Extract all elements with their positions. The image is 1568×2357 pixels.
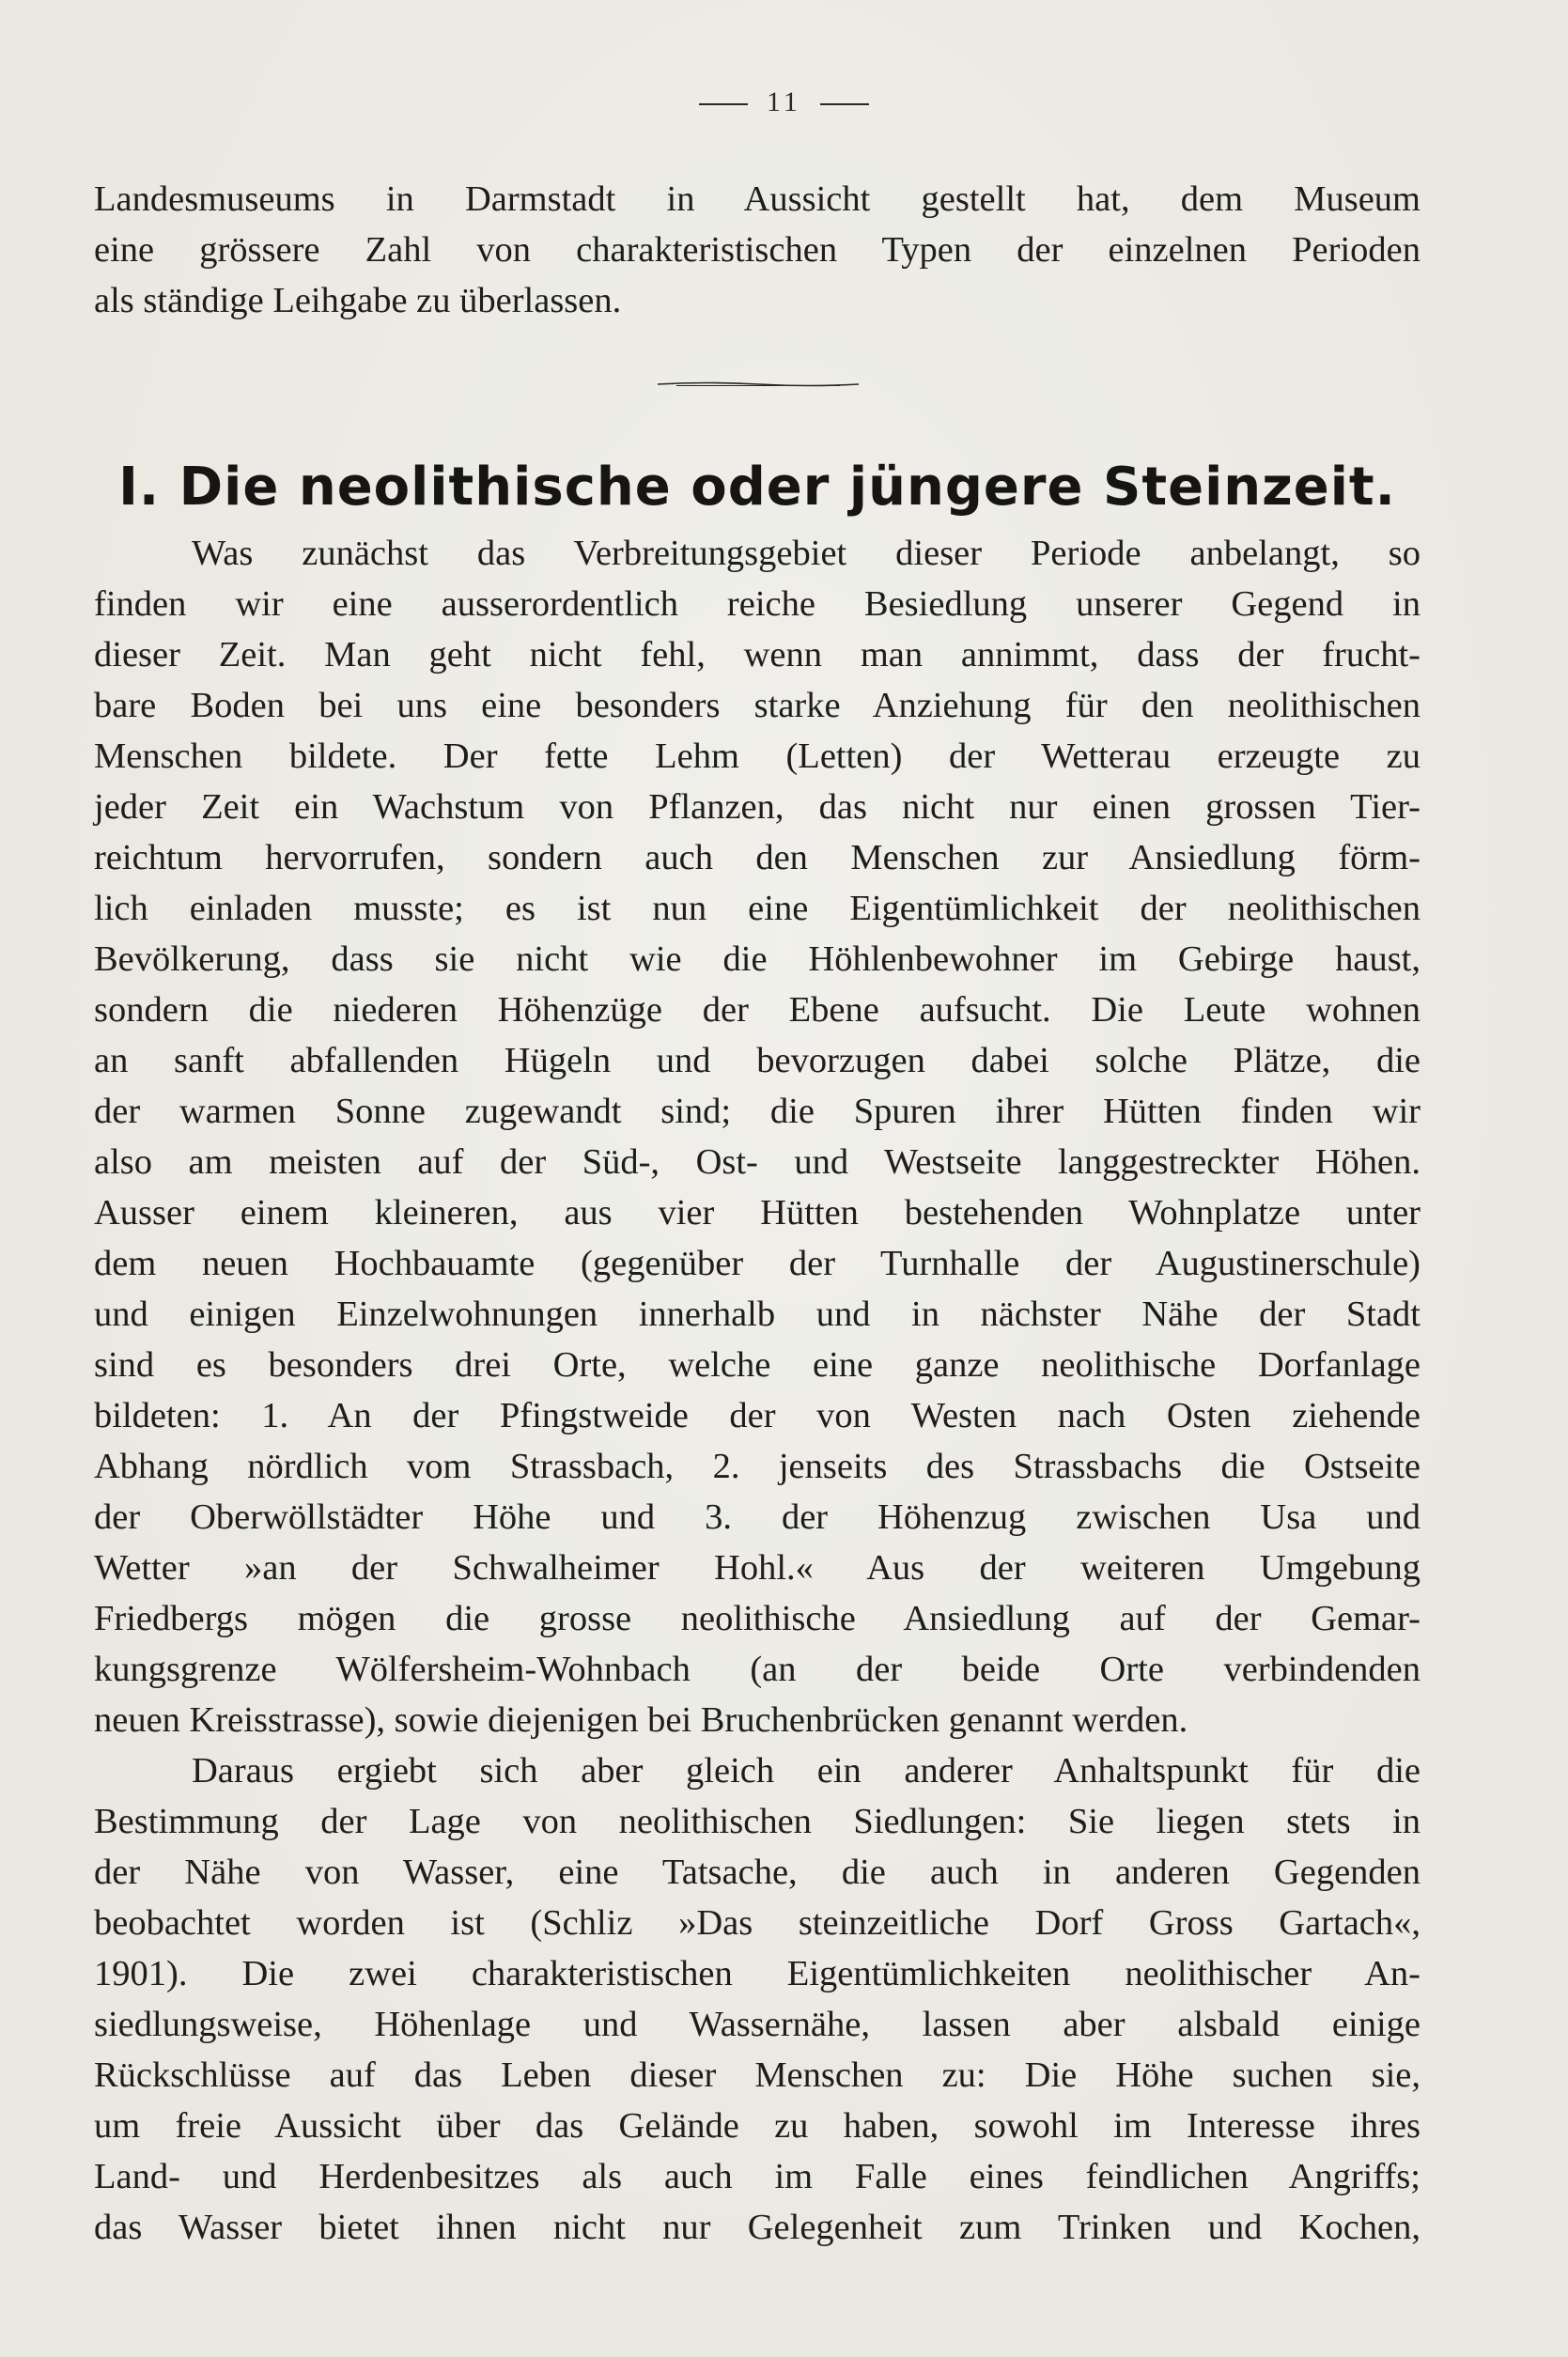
body-line: dieser Zeit. Man geht nicht fehl, wenn man annimmt, dass der frucht- xyxy=(94,635,1421,675)
page-number: 11 xyxy=(767,86,801,117)
body-line: Abhang nördlich vom Strassbach, 2. jenseits des Strassbachs die Ostseite xyxy=(94,1447,1421,1486)
body-line: bare Boden bei uns eine besonders starke Anziehung für den neolithischen xyxy=(94,686,1421,725)
body-line: Land- und Herdenbesitzes als auch im Falle eines feindlichen Angriffs; xyxy=(94,2157,1421,2196)
body-text xyxy=(94,528,1421,2253)
body-line: und einigen Einzelwohnungen innerhalb und in nächster Nähe der Stadt xyxy=(94,1295,1421,1334)
body-line: um freie Aussicht über das Gelände zu haben, sowohl im Interesse ihres xyxy=(94,2106,1421,2146)
body-line: der Oberwöllstädter Höhe und 3. der Höhenzug zwischen Usa und xyxy=(94,1497,1421,1537)
intro-paragraph xyxy=(94,174,1421,326)
body-line: bildeten: 1. An der Pfingstweide der von Westen nach Osten ziehende xyxy=(94,1396,1421,1435)
body-line: siedlungsweise, Höhenlage und Wassernähe, lassen aber alsbald einige xyxy=(94,2005,1421,2044)
body-line: das Wasser bietet ihnen nicht nur Gelegenheit zum Trinken und Kochen, xyxy=(94,2208,1421,2247)
body-line: sind es besonders drei Orte, welche eine ganze neolithische Dorfanlage xyxy=(94,1345,1421,1385)
body-line: der warmen Sonne zugewandt sind; die Spuren ihrer Hütten finden wir xyxy=(94,1092,1421,1131)
ornamental-rule xyxy=(658,381,859,387)
body-line: an sanft abfallenden Hügeln und bevorzugen dabei solche Plätze, die xyxy=(94,1041,1421,1080)
body-line: jeder Zeit ein Wachstum von Pflanzen, das nicht nur einen grossen Tier- xyxy=(94,787,1421,827)
body-line: Bevölkerung, dass sie nicht wie die Höhlenbewohner im Gebirge haust, xyxy=(94,939,1421,979)
header-dash-left xyxy=(699,103,748,105)
body-line: der Nähe von Wasser, eine Tatsache, die auch in anderen Gegenden xyxy=(94,1853,1421,1892)
body-line: finden wir eine ausserordentlich reiche Besiedlung unserer Gegend in xyxy=(94,584,1421,624)
body-line: Ausser einem kleineren, aus vier Hütten bestehenden Wohnplatze unter xyxy=(94,1193,1421,1233)
body-line: Was zunächst das Verbreitungsgebiet dieser Periode anbelangt, so xyxy=(192,534,1421,573)
intro-line: eine grössere Zahl von charakteristischen Typen der einzelnen Perioden xyxy=(94,230,1421,270)
body-line: 1901). Die zwei charakteristischen Eigentümlichkeiten neolithischer An- xyxy=(94,1954,1421,1993)
body-line: sondern die niederen Höhenzüge der Ebene aufsucht. Die Leute wohnen xyxy=(94,990,1421,1030)
body-line: also am meisten auf der Süd-, Ost- und Westseite langgestreckter Höhen. xyxy=(94,1142,1421,1182)
header-dash-right xyxy=(820,103,869,105)
body-line: Rückschlüsse auf das Leben dieser Menschen zu: Die Höhe suchen sie, xyxy=(94,2055,1421,2095)
body-line: lich einladen musste; es ist nun eine Eigentümlichkeit der neolithischen xyxy=(94,889,1421,928)
intro-line: Landesmuseums in Darmstadt in Aussicht gestellt hat, dem Museum xyxy=(94,179,1421,219)
body-line: Friedbergs mögen die grosse neolithische Ansiedlung auf der Gemar- xyxy=(94,1599,1421,1638)
section-title: I. Die neolithische oder jüngere Steinzeit. xyxy=(118,457,1396,518)
body-line: Daraus ergiebt sich aber gleich ein anderer Anhaltspunkt für die xyxy=(192,1751,1421,1791)
intro-line: als ständige Leihgabe zu überlassen. xyxy=(94,281,622,320)
body-line: reichtum hervorrufen, sondern auch den Menschen zur Ansiedlung förm- xyxy=(94,838,1421,877)
body-line: Menschen bildete. Der fette Lehm (Letten) der Wetterau erzeugte zu xyxy=(94,737,1421,776)
body-line: beobachtet worden ist (Schliz »Das steinzeitliche Dorf Gross Gartach«, xyxy=(94,1903,1421,1943)
body-line: neuen Kreisstrasse), sowie diejenigen bei Bruchenbrücken genannt werden. xyxy=(94,1700,1188,1740)
body-line: dem neuen Hochbauamte (gegenüber der Turnhalle der Augustinerschule) xyxy=(94,1244,1421,1283)
body-line: kungsgrenze Wölfersheim-Wohnbach (an der beide Orte verbindenden xyxy=(94,1650,1421,1689)
body-line: Bestimmung der Lage von neolithischen Siedlungen: Sie liegen stets in xyxy=(94,1802,1421,1841)
body-line: Wetter »an der Schwalheimer Hohl.« Aus der weiteren Umgebung xyxy=(94,1548,1421,1588)
page-header xyxy=(0,86,1568,118)
